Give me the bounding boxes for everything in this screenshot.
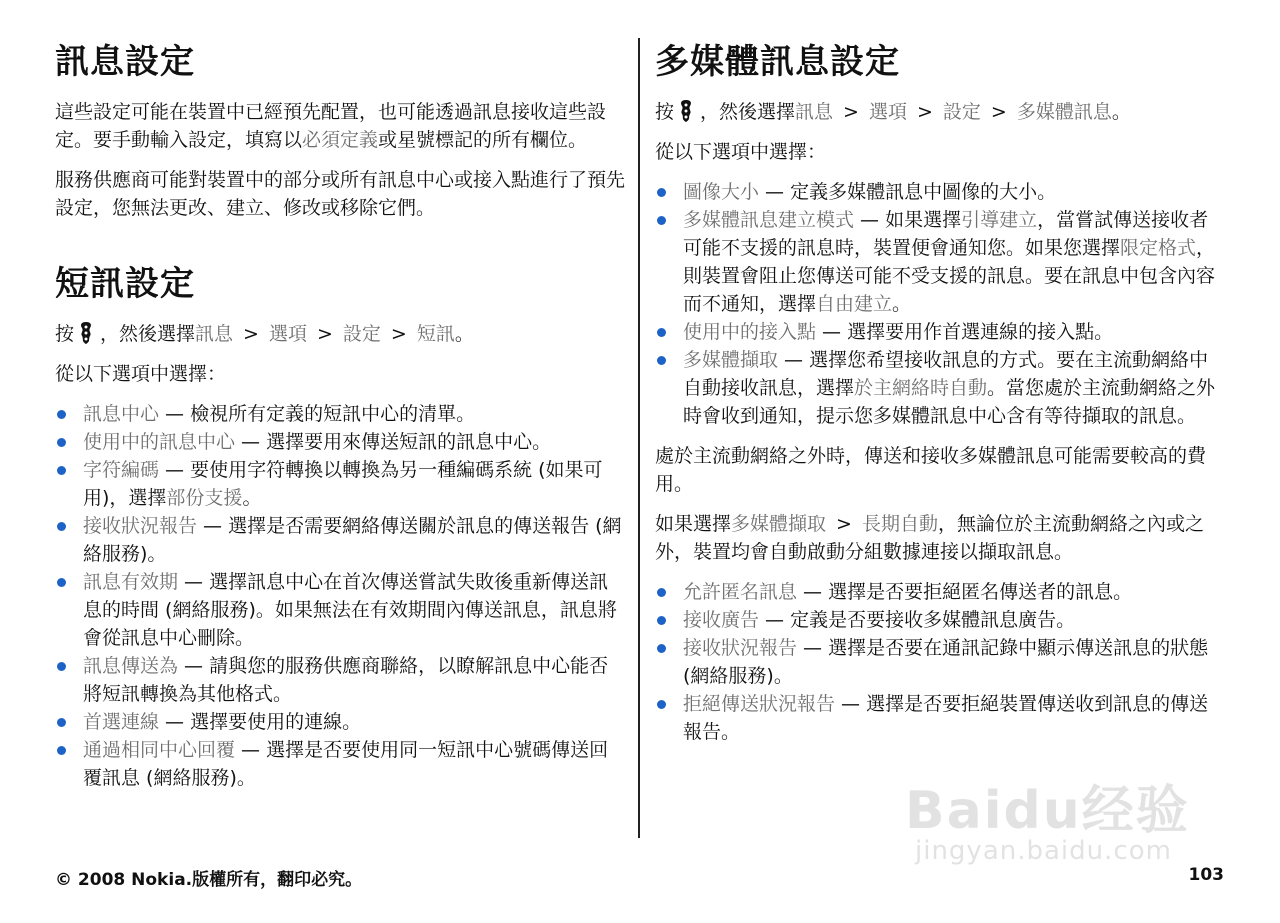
list-item: 接收廣告 — 定義是否要接收多媒體訊息廣告。	[655, 606, 1225, 634]
nav-options: 選項	[268, 323, 307, 345]
list-item: 圖像大小 — 定義多媒體訊息中圖像的大小。	[655, 178, 1225, 206]
sms-options-list	[55, 400, 625, 792]
bullet-icon	[57, 578, 66, 587]
nav-sms: 短訊	[416, 323, 455, 345]
copyright-footer: © 2008 Nokia.版權所有，翻印必究。	[55, 870, 363, 890]
right-column	[655, 30, 1225, 758]
bullet-icon	[57, 438, 66, 447]
bullet-icon	[57, 746, 66, 755]
message-settings-paragraph-1: 這些設定可能在裝置中已經預先配置，也可能透過訊息接收這些設定。要手動輸入設定，填寫以必須定義或星號標記的所有欄位。	[55, 101, 607, 151]
nav-settings: 設定	[342, 323, 381, 345]
bullet-icon	[657, 328, 666, 337]
message-settings-paragraph-2: 服務供應商可能對裝置中的部分或所有訊息中心或接入點進行了預先設定，您無法更改、建立、修改或移除它們。	[55, 169, 626, 219]
nav-options: 選項	[868, 101, 907, 123]
column-divider	[638, 38, 640, 838]
menu-key-icon	[678, 99, 694, 123]
sms-settings-title: 短訊設定	[55, 264, 195, 304]
mms-options-list-1	[655, 178, 1225, 430]
list-item: 首選連線 — 選擇要使用的連線。	[55, 708, 625, 736]
menu-key-icon	[78, 321, 94, 345]
list-item: 使用中的訊息中心 — 選擇要用來傳送短訊的訊息中心。	[55, 428, 625, 456]
bullet-icon	[657, 700, 666, 709]
list-item: 使用中的接入點 — 選擇要用作首選連線的接入點。	[655, 318, 1225, 346]
list-item: 多媒體擷取 — 選擇您希望接收訊息的方式。要在主流動網絡中自動接收訊息，選擇於主網絡時自動。當您處於主流動網絡之外時會收到通知，提示您多媒體訊息中心含有等待擷取的訊息。	[655, 346, 1225, 430]
list-item: 通過相同中心回覆 — 選擇是否要使用同一短訊中心號碼傳送回覆訊息 (網絡服務)。	[55, 736, 625, 792]
left-column	[55, 30, 625, 804]
mms-settings-title: 多媒體訊息設定	[655, 42, 900, 82]
nav-messages: 訊息	[795, 101, 834, 123]
mms-intro: 從以下選項中選擇：	[655, 141, 827, 163]
nav-messages: 訊息	[195, 323, 234, 345]
required-highlight: 必須定義	[302, 129, 379, 151]
list-item: 接收狀況報告 — 選擇是否要在通訊記錄中顯示傳送訊息的狀態 (網絡服務)。	[655, 634, 1225, 690]
watermark-url: jingyan.baidu.com	[915, 836, 1172, 866]
message-settings-title: 訊息設定	[55, 42, 195, 82]
bullet-icon	[57, 718, 66, 727]
list-item: 拒絕傳送狀況報告 — 選擇是否要拒絕裝置傳送收到訊息的傳送報告。	[655, 690, 1225, 746]
list-item: 字符編碼 — 要使用字符轉換以轉換為另一種編碼系統 (如果可用)，選擇部份支援。	[55, 456, 625, 512]
bullet-icon	[657, 588, 666, 597]
sms-intro: 從以下選項中選擇：	[55, 363, 227, 385]
list-item: 多媒體訊息建立模式 — 如果選擇引導建立，當嘗試傳送接收者可能不支援的訊息時，裝置便會通知您。如果您選擇限定格式，則裝置會阻止您傳送可能不受支援的訊息。要在訊息中包含內容而不通知，選擇自由建立。	[655, 206, 1225, 318]
bullet-icon	[57, 522, 66, 531]
list-item: 訊息有效期 — 選擇訊息中心在首次傳送嘗試失敗後重新傳送訊息的時間 (網絡服務)。如果無法在有效期間內傳送訊息，訊息將會從訊息中心刪除。	[55, 568, 625, 652]
list-item: 訊息傳送為 — 請與您的服務供應商聯絡，以瞭解訊息中心能否將短訊轉換為其他格式。	[55, 652, 625, 708]
bullet-icon	[57, 466, 66, 475]
page-number: 103	[1188, 865, 1224, 885]
nav-mms: 多媒體訊息	[1016, 101, 1112, 123]
bullet-icon	[657, 216, 666, 225]
bullet-icon	[657, 356, 666, 365]
watermark-main: Baidu经验	[905, 781, 1190, 841]
list-item: 訊息中心 — 檢視所有定義的短訊中心的清單。	[55, 400, 625, 428]
nav-settings: 設定	[942, 101, 981, 123]
mms-paragraph-auto: 如果選擇多媒體擷取 > 長期自動，無論位於主流動網絡之內或之外，裝置均會自動啟動分組數據連接以擷取訊息。	[655, 513, 1204, 563]
list-item: 接收狀況報告 — 選擇是否需要網絡傳送關於訊息的傳送報告 (網絡服務)。	[55, 512, 625, 568]
baidu-watermark	[905, 768, 1205, 878]
bullet-icon	[657, 188, 666, 197]
mms-options-list-2	[655, 578, 1225, 746]
bullet-icon	[657, 616, 666, 625]
mms-paragraph-roaming: 處於主流動網絡之外時，傳送和接收多媒體訊息可能需要較高的費用。	[655, 445, 1207, 495]
bullet-icon	[657, 644, 666, 653]
bullet-icon	[57, 410, 66, 419]
list-item: 允許匿名訊息 — 選擇是否要拒絕匿名傳送者的訊息。	[655, 578, 1225, 606]
bullet-icon	[57, 662, 66, 671]
sms-nav-path: 按 ，然後選擇訊息 > 選項 > 設定 > 短訊。	[55, 323, 474, 345]
mms-nav-path: 按 ，然後選擇訊息 > 選項 > 設定 > 多媒體訊息。	[655, 101, 1131, 123]
